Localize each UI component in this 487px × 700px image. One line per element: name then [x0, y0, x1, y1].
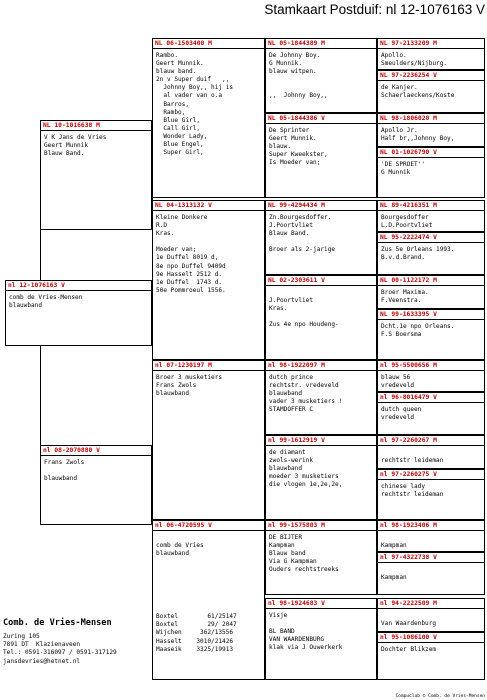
- pedigree-line: Rambo.: [156, 52, 179, 59]
- pedigree-line: al vader van o.a: [156, 92, 223, 100]
- pedigree-line: Broer 3 musketiers: [156, 374, 223, 381]
- pedigree-line: Moeder van;: [156, 246, 197, 254]
- ring-number: NL 10-1016638 M: [41, 121, 151, 131]
- pedigree-line: blauwband: [156, 550, 190, 558]
- pedigree-line: chinese lady: [381, 483, 426, 490]
- pedigree-line: 1e Duffel 1743 d.: [156, 278, 223, 286]
- pedigree-card-gp2: [152, 200, 265, 360]
- pedigree-card-ggp3: [265, 200, 377, 275]
- pedigree-card-ggp1: [265, 38, 377, 113]
- ring-number: NL 98-1806020 M: [378, 114, 484, 124]
- subject-card: [5, 280, 152, 346]
- race-results: Boxtel 61/25147 Boxtel 29/ 2047 Wijchen 362/13556 Hasselt 3010/21426 Maaseik 3325/19913: [156, 613, 237, 653]
- pedigree-line: Blauw band: [269, 550, 306, 558]
- ring-number: nl 98-1923406 M: [378, 521, 484, 531]
- pedigree-card-g4: [377, 147, 485, 198]
- ring-number: nl 08-2070880 V: [41, 446, 151, 456]
- ring-number: nl 98-1922097 M: [266, 361, 376, 371]
- pedigree-line: Kampman: [269, 542, 295, 550]
- pedigree-card-gp4: [152, 520, 265, 680]
- ring-number: NL 95-2222474 V: [378, 233, 484, 243]
- connector: [40, 230, 41, 280]
- pedigree-card-g7: [377, 275, 485, 309]
- ring-number: NL 04-1313132 V: [153, 201, 264, 211]
- pedigree-line: blauw 56: [381, 374, 411, 381]
- pedigree-line: de diamant: [269, 449, 306, 456]
- pedigree-line: G Munnik: [381, 169, 411, 177]
- ring-number: nl 99-1612919 V: [266, 436, 376, 446]
- pedigree-line: dutch prince: [269, 374, 314, 381]
- pedigree-line: V K Jans de Vries: [44, 134, 107, 141]
- owner-name: Comb. de Vries-Mensen: [3, 618, 112, 628]
- pedigree-line: Super Girl,: [156, 149, 204, 157]
- pedigree-card-g9: [377, 360, 485, 392]
- pedigree-line: STAMDOFFER C: [269, 406, 314, 414]
- pedigree-line: blauwband: [9, 302, 43, 310]
- pedigree-line: klak via J Ouwerkerk: [269, 644, 343, 652]
- pedigree-card-g8: [377, 309, 485, 360]
- pedigree-line: Smeulders/Nijburg.: [381, 60, 448, 68]
- pedigree-line: VAN WAARDENBURG: [269, 636, 325, 644]
- pedigree-line: Zus 4e npo Houdeng-: [269, 321, 339, 329]
- pedigree-line: Visje: [269, 612, 288, 619]
- pedigree-line: 2n v Super duif ,,: [156, 76, 230, 84]
- pedigree-line: blauwband: [44, 475, 78, 483]
- pedigree-card-g6: [377, 232, 485, 275]
- ring-number: nl 06-4720595 V: [153, 521, 264, 531]
- pedigree-line: J.Poortvliet: [269, 222, 314, 230]
- pedigree-line: Blue Girl,: [156, 116, 201, 124]
- pedigree-line: F.Veenstra.: [381, 297, 422, 305]
- ring-number: NL 97-2133209 M: [378, 39, 484, 49]
- pedigree-line: L.D.Poortvliet: [381, 222, 433, 230]
- pedigree-line: blauw.: [269, 143, 292, 151]
- pedigree-card-g13: [377, 520, 485, 552]
- pedigree-line: B.v.d.Brand.: [381, 254, 426, 262]
- pedigree-card-g5: [377, 200, 485, 232]
- pedigree-line: De Johnny Boy.: [269, 52, 321, 59]
- ring-number: nl 07-1230197 M: [153, 361, 264, 371]
- ring-number: nl 94-2222509 M: [378, 599, 484, 609]
- pedigree-card-gp3: [152, 360, 265, 520]
- pedigree-line: moeder 3 musketiers: [269, 473, 339, 481]
- ring-number: nl 97-2260267 M: [378, 436, 484, 446]
- pedigree-line: Van Waardenburg: [381, 620, 437, 628]
- pedigree-line: 'DE SPROET'': [381, 161, 426, 168]
- pedigree-card-gp1: [152, 38, 265, 198]
- pedigree-line: Frans Zwols: [44, 459, 85, 466]
- pedigree-card-ggp2: [265, 113, 377, 198]
- pedigree-card-g14: [377, 552, 485, 595]
- pedigree-line: Dcht.1e npo Orleans.: [381, 323, 455, 330]
- pedigree-line: Broer Maxima.: [381, 289, 429, 296]
- pedigree-line: ,, Johnny Boy,,: [269, 92, 328, 100]
- pedigree-line: blauwband: [156, 390, 190, 398]
- pedigree-line: 50e Pommroeul 1556.: [156, 286, 226, 294]
- ring-number: NL 05-1844389 M: [266, 39, 376, 49]
- ring-number: NL 99-4294434 M: [266, 201, 376, 211]
- pedigree-line: Zn.Bourgesdoffer.: [269, 214, 332, 221]
- pedigree-line: Rambo,: [156, 108, 186, 116]
- owner-address: Zuring 105 7891 DT Klazienaveen Tel.: 0591-316097 / 0591-317129 jansdevries@hetnet.nl: [3, 633, 117, 665]
- pedigree-line: zwols-werink: [269, 457, 314, 465]
- pedigree-line: Blauw Band.: [269, 230, 310, 238]
- pedigree-line: rechtstr. vredeveld: [269, 382, 339, 390]
- ring-number: nl 99-1575803 M: [266, 521, 376, 531]
- pedigree-line: die vlogen 1e,2e,2e,: [269, 481, 343, 489]
- pedigree-line: blauwband: [269, 465, 303, 473]
- pedigree-line: Half br,,Johnny Boy,: [381, 135, 455, 143]
- ring-number: nl 97-4322738 V: [378, 553, 484, 563]
- pedigree-line: Geert Munnik.: [269, 135, 317, 143]
- pedigree-line: Broer als 2-jarige: [269, 246, 336, 254]
- pedigree-card-ggp6: [265, 435, 377, 520]
- footer: Compuclub © Comb. de Vries-Mensen: [395, 694, 485, 699]
- pedigree-line: Call Girl,: [156, 124, 201, 132]
- pedigree-line: Via G Kampman: [269, 558, 317, 566]
- pedigree-line: 9e Hasselt 2512 d.: [156, 270, 223, 278]
- pedigree-line: Kampman: [381, 542, 407, 550]
- pedigree-line: F.S Boersma: [381, 331, 422, 339]
- pedigree-card-ggp8: [265, 598, 377, 680]
- pedigree-line: Kras.: [269, 305, 288, 313]
- pedigree-line: Kampman: [381, 574, 407, 582]
- pedigree-card-g10: [377, 392, 485, 435]
- pedigree-line: comb de Vries-Mensen: [9, 294, 83, 301]
- pedigree-line: Wonder Lady,: [156, 132, 208, 140]
- pedigree-line: G Munnik.: [269, 60, 303, 68]
- pedigree-line: vredeveld: [381, 382, 415, 390]
- ring-number: NL 99-1633395 V: [378, 310, 484, 320]
- pedigree-line: Apollo.: [381, 52, 407, 59]
- pedigree-line: Geert Munnik: [44, 142, 89, 150]
- pedigree-line: BL BAND: [269, 628, 295, 636]
- pedigree-line: Kras.: [156, 230, 175, 238]
- pedigree-line: Dochter Blikzem: [381, 646, 437, 653]
- page-title: Stamkaart Postduif: nl 12-1076163 V: [264, 2, 485, 17]
- dam-card: [40, 445, 152, 525]
- pedigree-line: Zus 5e Orleans 1993.: [381, 246, 455, 253]
- ring-number: NL 06-1503400 M: [153, 39, 264, 49]
- pedigree-line: Blue Engel,: [156, 141, 204, 149]
- sire-card: [40, 120, 152, 230]
- pedigree-card-ggp5: [265, 360, 377, 435]
- ring-number: NL 00-1122172 M: [378, 276, 484, 286]
- pedigree-line: R.D: [156, 222, 168, 230]
- pedigree-card-g1: [377, 38, 485, 70]
- ring-number: NL 01-1026790 V: [378, 148, 484, 158]
- pedigree-line: Kleine Donkere: [156, 214, 208, 221]
- pedigree-card-ggp4: [265, 275, 377, 360]
- pedigree-line: rechtstr leideman: [381, 457, 444, 465]
- ring-number: NL 02-2303611 V: [266, 276, 376, 286]
- pedigree-card-g12: [377, 469, 485, 520]
- pedigree-card-g16: [377, 632, 485, 680]
- ring-number: NL 97-2236254 V: [378, 71, 484, 81]
- pedigree-line: blauw band.: [156, 68, 197, 76]
- pedigree-line: DE BIJTER: [269, 534, 303, 541]
- pedigree-card-g3: [377, 113, 485, 147]
- ring-number: nl 95-5500656 M: [378, 361, 484, 371]
- pedigree-line: Is Moeder van;: [269, 159, 321, 167]
- pedigree-line: de Kanjer.: [381, 84, 418, 91]
- pedigree-line: Super Kweekster,: [269, 151, 328, 159]
- pedigree-line: vader 3 musketiers !: [269, 398, 343, 406]
- pedigree-line: 1e Duffel 8019 d,: [156, 254, 219, 262]
- pedigree-line: dutch queen: [381, 406, 422, 413]
- pedigree-line: vredeveld: [381, 414, 415, 422]
- pedigree-line: 8e npo Duffel 9409d: [156, 262, 226, 270]
- pedigree-line: Bourgesdoffer: [381, 214, 429, 221]
- pedigree-line: J.Poortvliet: [269, 297, 314, 305]
- pedigree-line: Frans Zwols: [156, 382, 197, 390]
- pedigree-line: Barros,: [156, 100, 190, 108]
- pedigree-line: blauw witpen.: [269, 68, 317, 76]
- pedigree-line: Apollo Jr.: [381, 127, 418, 134]
- ring-number: NL 05-1844386 V: [266, 114, 376, 124]
- ring-number: NL 89-4216351 M: [378, 201, 484, 211]
- pedigree-line: Blauw Band.: [44, 150, 85, 158]
- pedigree-card-ggp7: [265, 520, 377, 595]
- pedigree-line: Schaerlaeckens/Koste: [381, 92, 455, 100]
- pedigree-line: comb de Vries: [156, 542, 204, 550]
- ring-number: nl 98-1924683 V: [266, 599, 376, 609]
- pedigree-line: blauwband: [269, 390, 303, 398]
- pedigree-card-g2: [377, 70, 485, 113]
- pedigree-line: rechtstr leideman: [381, 491, 444, 499]
- pedigree-card-g15: [377, 598, 485, 632]
- pedigree-line: Johnny Boy,, hij is: [156, 84, 234, 92]
- pedigree-line: Ouders rechtstreeks: [269, 566, 339, 574]
- pedigree-line: De Sprinter: [269, 127, 310, 134]
- connector: [40, 345, 41, 445]
- ring-number: nl 95-1086100 V: [378, 633, 484, 643]
- ring-number: nl 97-2260275 V: [378, 470, 484, 480]
- ring-number: nl 96-8016479 V: [378, 393, 484, 403]
- ring-number: nl 12-1076163 V: [6, 281, 151, 291]
- pedigree-card-g11: [377, 435, 485, 469]
- pedigree-line: Geert Munnik.: [156, 60, 204, 68]
